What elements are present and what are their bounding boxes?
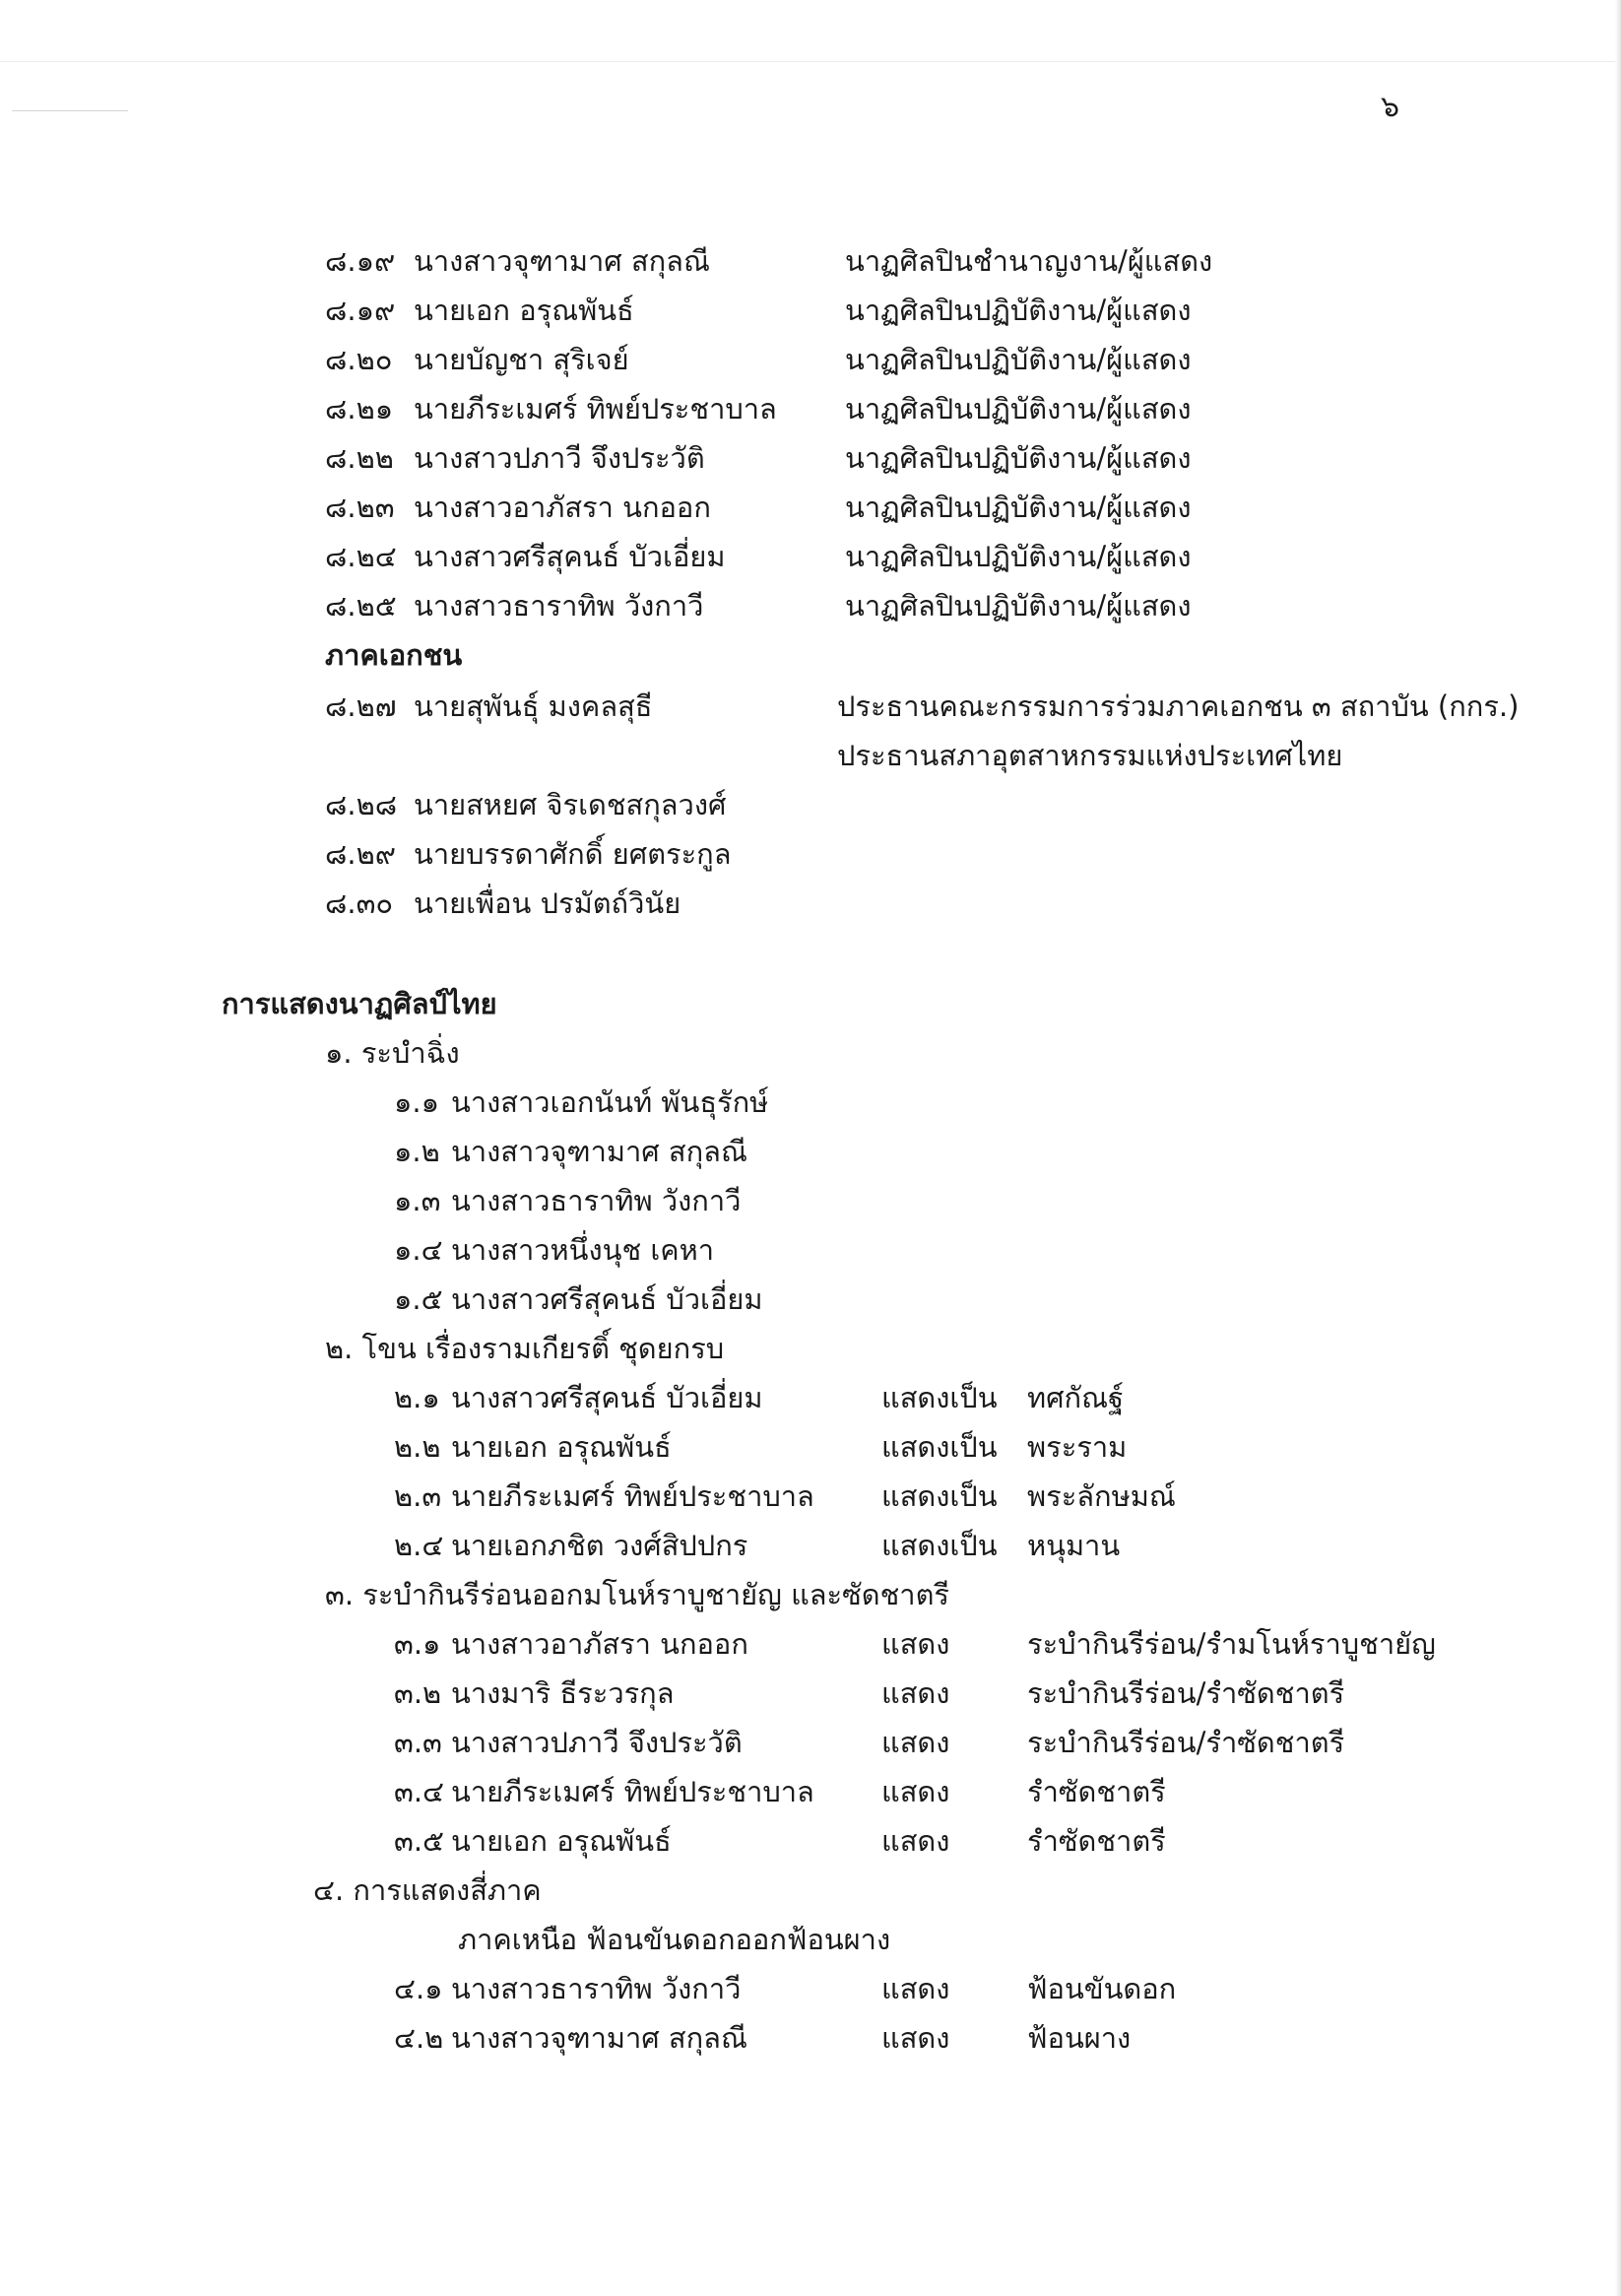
performance-title: ๔. การแสดงสี่ภาค [313,1873,542,1907]
performance-title: ๓. ระบำกินรีร่อนออกมโนห์ราบูชายัญ และซัดชาตรี [325,1578,949,1611]
person-name: นางสาวจุฑามาศ สกุลณี [414,244,710,278]
list-number: ๘.๒๓ [325,491,395,524]
performer-number: ๑.๑ [394,1085,440,1119]
performer-name: นายเอก อรุณพันธ์ [451,1430,672,1464]
person-role: นาฏศิลปินปฏิบัติงาน/ผู้แสดง [845,589,1192,623]
person-role: นาฏศิลปินปฏิบัติงาน/ผู้แสดง [845,343,1192,376]
performer-number: ๑.๕ [394,1282,443,1316]
performer-role: รำซัดชาตรี [1027,1824,1166,1858]
performer-number: ๓.๒ [394,1676,442,1710]
performer-name: นางสาวศรีสุคนธ์ บัวเอี่ยม [451,1282,763,1316]
performer-name: นางสาวปภาวี จึงประวัติ [451,1726,743,1759]
person-name: นายเอก อรุณพันธ์ [414,294,634,327]
list-number: ๘.๑๙ [325,294,396,327]
list-number: ๘.๒๑ [325,392,394,426]
performer-number: ๑.๒ [394,1135,440,1168]
performer-role: ระบำกินรีร่อน/รำมโนห์ราบูชายัญ [1027,1627,1436,1661]
performer-number: ๒.๔ [394,1529,444,1562]
scan-edge-line [0,61,1621,62]
performer-role: ทศกัณฐ์ [1027,1381,1124,1414]
scan-shadow [1615,0,1621,2296]
performer-number: ๔.๒ [394,2021,444,2055]
performer-number: ๑.๓ [394,1184,441,1217]
performer-action: แสดงเป็น [881,1430,998,1464]
person-name: นางสาวศรีสุคนธ์ บัวเอี่ยม [414,540,726,573]
person-role: นาฏศิลปินปฏิบัติงาน/ผู้แสดง [845,392,1192,426]
section-heading-private-sector: ภาคเอกชน [325,638,463,672]
performer-role: พระลักษมณ์ [1027,1479,1176,1513]
performer-number: ๒.๒ [394,1430,441,1464]
person-name: นายบัญชา สุริเจย์ [414,343,629,376]
person-role: นาฏศิลปินชำนาญงาน/ผู้แสดง [845,244,1213,278]
list-number: ๘.๒๔ [325,540,397,573]
performer-role: ฟ้อนผาง [1027,2021,1132,2055]
list-number: ๘.๒๒ [325,441,394,475]
person-name: นางสาวปภาวี จึงประวัติ [414,441,705,475]
scan-edge-mark [12,110,128,111]
performer-name: นายภีระเมศร์ ทิพย์ประชาบาล [451,1775,814,1808]
performer-name: นางสาวธาราทิพ วังกาวี [451,1184,742,1217]
person-name: นายภีระเมศร์ ทิพย์ประชาบาล [414,392,777,426]
list-number: ๘.๑๙ [325,244,396,278]
performance-title: ๒. โขน เรื่องรามเกียรติ์ ชุดยกรบ [325,1332,725,1365]
performer-number: ๓.๕ [394,1824,444,1858]
performer-action: แสดงเป็น [881,1479,998,1513]
performer-role: รำซัดชาตรี [1027,1775,1166,1808]
performer-action: แสดง [881,1824,950,1858]
person-name: นายเพื่อน ปรมัตถ์วินัย [414,886,681,920]
performer-action: แสดงเป็น [881,1381,998,1414]
list-number: ๘.๒๗ [325,689,397,723]
performer-action: แสดงเป็น [881,1529,998,1562]
performer-number: ๓.๑ [394,1627,441,1661]
performer-name: นางสาวอาภัสรา นกออก [451,1627,748,1661]
performer-number: ๑.๔ [394,1233,443,1267]
section-heading-performance: การแสดงนาฏศิลป์ไทย [222,987,497,1020]
person-role: นาฏศิลปินปฏิบัติงาน/ผู้แสดง [845,294,1192,327]
person-role-secondary: ประธานสภาอุตสาหกรรมแห่งประเทศไทย [837,739,1343,772]
performer-role: ฟ้อนขันดอก [1027,1972,1177,2005]
performer-action: แสดง [881,2021,950,2055]
performer-role: พระราม [1027,1430,1128,1464]
person-name: นายบรรดาศักดิ์ ยศตระกูล [414,837,732,871]
performer-name: นายเอกภชิต วงศ์สิปปกร [451,1529,748,1562]
performer-action: แสดง [881,1627,950,1661]
performer-action: แสดง [881,1972,950,2005]
performance-subtitle: ภาคเหนือ ฟ้อนขันดอกออกฟ้อนผาง [458,1923,891,1956]
performer-name: นางสาวจุฑามาศ สกุลณี [451,1135,747,1168]
performer-name: นางมาริ ธีระวรกุล [451,1676,675,1710]
person-role: นาฏศิลปินปฏิบัติงาน/ผู้แสดง [845,540,1192,573]
page-number: ๖ [1381,90,1400,124]
performer-role: หนุมาน [1027,1529,1121,1562]
performer-number: ๓.๔ [394,1775,444,1808]
performer-number: ๒.๓ [394,1479,442,1513]
performer-number: ๒.๑ [394,1381,440,1414]
person-role: นาฏศิลปินปฏิบัติงาน/ผู้แสดง [845,441,1192,475]
performer-name: นายเอก อรุณพันธ์ [451,1824,672,1858]
performer-role: ระบำกินรีร่อน/รำซัดชาตรี [1027,1726,1345,1759]
performer-number: ๔.๑ [394,1972,443,2005]
performer-name: นางสาวหนึ่งนุช เคหา [451,1233,715,1267]
performer-name: นายภีระเมศร์ ทิพย์ประชาบาล [451,1479,814,1513]
performance-title: ๑. ระบำฉิ่ง [325,1036,460,1070]
person-role: ประธานคณะกรรมการร่วมภาคเอกชน ๓ สถาบัน (กกร.) [837,689,1520,723]
performer-name: นางสาวเอกนันท์ พันธุรักษ์ [451,1085,769,1119]
person-name: นายสุพันธุ์ มงคลสุธี [414,689,653,723]
performer-role: ระบำกินรีร่อน/รำซัดชาตรี [1027,1676,1345,1710]
performer-name: นางสาวธาราทิพ วังกาวี [451,1972,742,2005]
list-number: ๘.๒๙ [325,837,396,871]
list-number: ๘.๓๐ [325,886,394,920]
performer-number: ๓.๓ [394,1726,442,1759]
performer-name: นางสาวศรีสุคนธ์ บัวเอี่ยม [451,1381,763,1414]
list-number: ๘.๒๘ [325,788,398,821]
list-number: ๘.๒๐ [325,343,393,376]
performer-action: แสดง [881,1726,950,1759]
person-role: นาฏศิลปินปฏิบัติงาน/ผู้แสดง [845,491,1192,524]
person-name: นางสาวธาราทิพ วังกาวี [414,589,704,623]
person-name: นางสาวอาภัสรา นกออก [414,491,711,524]
performer-action: แสดง [881,1676,950,1710]
list-number: ๘.๒๕ [325,589,397,623]
performer-name: นางสาวจุฑามาศ สกุลณี [451,2021,747,2055]
performer-action: แสดง [881,1775,950,1808]
person-name: นายสหยศ จิรเดชสกุลวงศ์ [414,788,727,821]
